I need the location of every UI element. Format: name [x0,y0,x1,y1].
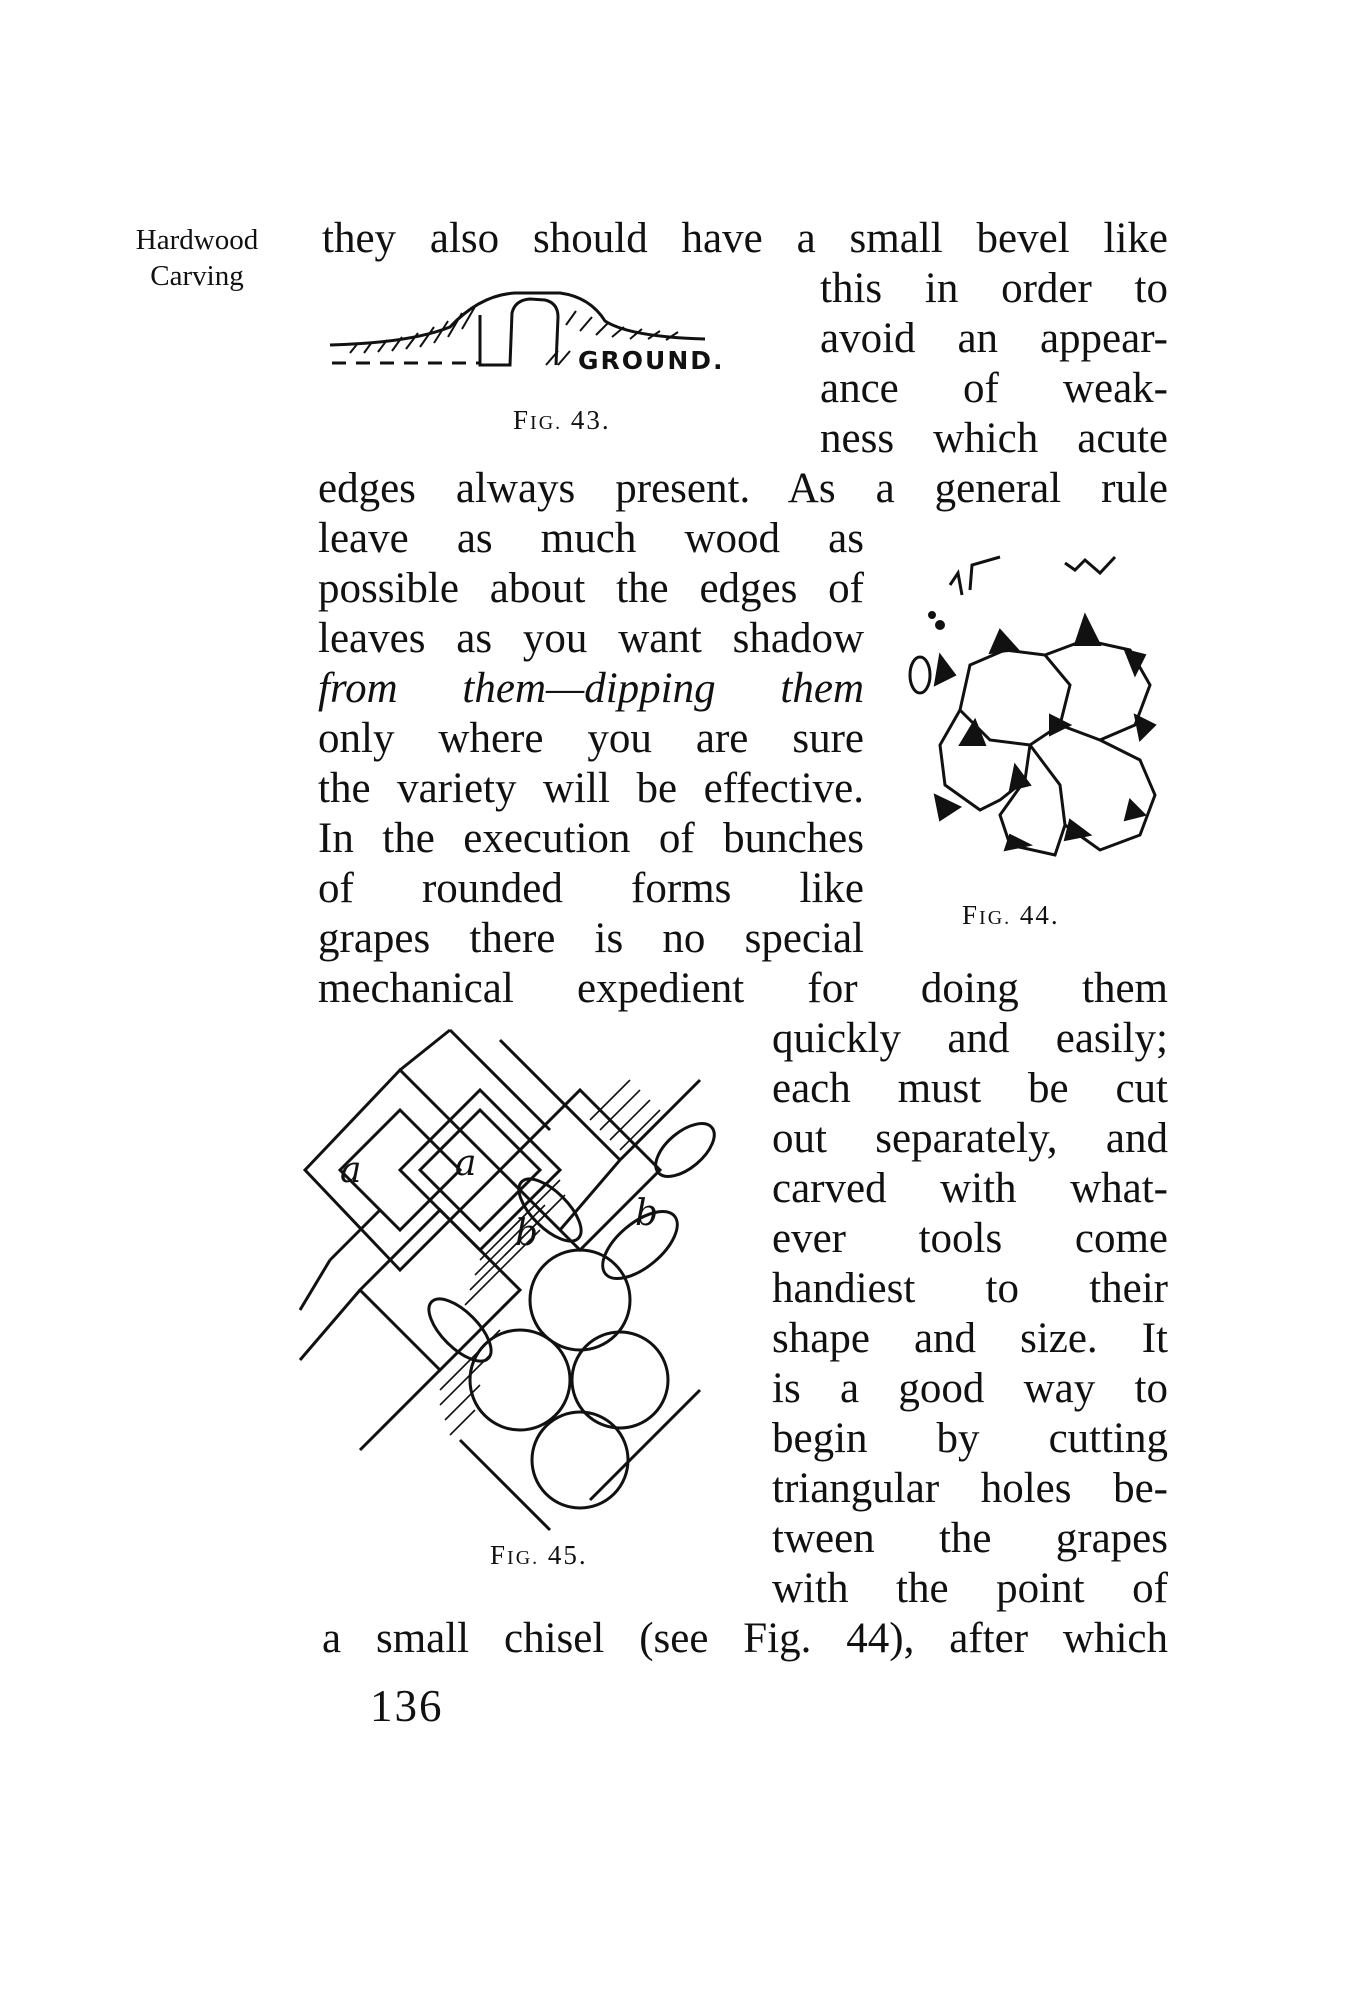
text-line-6: edges always present. As a general rule [318,465,1168,512]
figure-45-label-a-1: a [340,1150,362,1191]
text-line-8: possible about the edges of [318,565,864,612]
figure-43-caption-f: F [513,405,531,435]
figure-45-label-a-2: a [455,1143,477,1184]
text-line-4: ance of weak- [820,365,1168,412]
margin-title [112,222,282,294]
figure-44-caption-number: 44. [1019,900,1060,930]
figure-45-grape-lattice-diagram [300,1060,760,1520]
text-line-3: avoid an appear- [820,315,1168,362]
text-line-1: they also should have a small bevel like [322,215,1168,262]
margin-title-line-1: Hardwood [135,224,259,256]
text-line-18: each must be cut [772,1065,1168,1112]
text-line-23: shape and size. It [772,1315,1168,1362]
figure-43-caption-rest: IG. [530,412,563,434]
figure-44-grape-triangles-diagram [900,545,1170,875]
figure-44-caption [962,900,1060,931]
text-line-13: In the execution of bunches [318,815,864,862]
figure-45-caption-number: 45. [547,1540,588,1570]
text-line-24: is a good way to [772,1365,1168,1412]
figure-45-label-b-2: b [635,1193,659,1234]
text-line-11: only where you are sure [318,715,864,762]
figure-43-bevel-diagram [330,285,780,395]
text-line-15: grapes there is no special [318,915,864,962]
text-line-16: mechanical expedient for doing them [318,965,1168,1012]
margin-title-line-2: Carving [150,260,244,292]
text-line-2: this in order to [820,265,1168,312]
text-line-10: from them—dipping them [318,665,864,712]
text-line-9: leaves as you want shadow [318,615,864,662]
figure-43-caption-number: 43. [570,405,611,435]
figure-44-caption-rest: IG. [979,907,1012,929]
text-line-29: a small chisel (see Fig. 44), after which [322,1615,1168,1662]
text-line-20: carved with what- [772,1165,1168,1212]
figure-45-caption-f: F [490,1540,508,1570]
text-line-25: begin by cutting [772,1415,1168,1462]
figure-43-ground-label: GROUND. [578,346,725,375]
text-line-22: handiest to their [772,1265,1168,1312]
text-line-5: ness which acute [820,415,1168,462]
page-number: 136 [370,1681,444,1731]
text-line-7: leave as much wood as [318,515,864,562]
text-line-14: of rounded forms like [318,865,864,912]
text-line-28: with the point of [772,1565,1168,1612]
figure-44-caption-f: F [962,900,980,930]
figure-43-caption [513,405,611,436]
text-line-17: quickly and easily; [772,1015,1168,1062]
figure-45-caption [490,1540,588,1571]
text-line-26: triangular holes be- [772,1465,1168,1512]
figure-45-caption-rest: IG. [507,1547,540,1569]
text-line-12: the variety will be effective. [318,765,864,812]
text-line-27: tween the grapes [772,1515,1168,1562]
text-line-19: out separately, and [772,1115,1168,1162]
figure-45-label-b-1: b [515,1213,539,1254]
text-line-21: ever tools come [772,1215,1168,1262]
